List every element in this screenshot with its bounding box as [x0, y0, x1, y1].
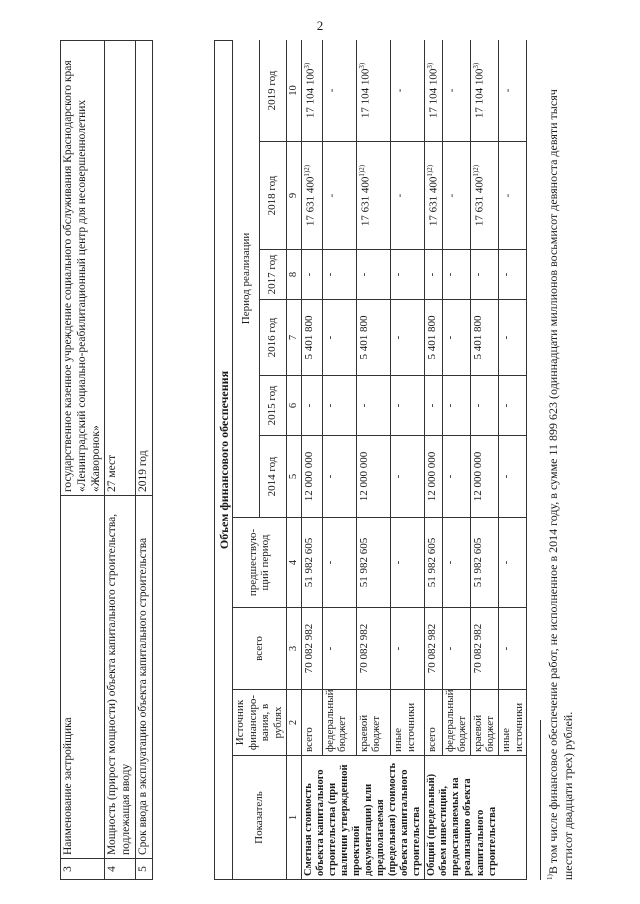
value-text: -	[393, 193, 406, 198]
header-indicator: Показатель	[233, 756, 287, 880]
column-index: 1	[286, 756, 301, 880]
value-text: 51 982 605	[471, 537, 484, 588]
value-text: -	[500, 474, 513, 479]
value-text: -	[391, 335, 404, 340]
value-text: -	[325, 193, 338, 198]
column-index: 2	[286, 690, 301, 756]
value-cell-total	[390, 608, 424, 690]
column-index: 6	[286, 376, 301, 436]
landscape-content	[60, 40, 620, 880]
value-footnote-ref: 3)	[302, 62, 311, 69]
value-text: -	[393, 88, 406, 93]
value-text: 51 982 605	[302, 537, 315, 588]
value-cell-total	[499, 608, 527, 690]
source-cell: федеральный бюджет	[322, 690, 356, 756]
value-text: 5 401 800	[357, 315, 370, 360]
source-cell: иные источники	[499, 690, 527, 756]
column-index: 3	[286, 608, 301, 690]
financing-title: Объем финансового обеспечения	[214, 40, 232, 880]
value-cell-y2016	[499, 300, 527, 376]
value-cell-y2015	[442, 376, 470, 436]
value-text: -	[325, 88, 338, 93]
financing-row	[425, 40, 442, 880]
value-cell-y2016	[301, 300, 322, 376]
value-cell-y2014	[322, 436, 356, 518]
value-footnote-ref: 3)	[357, 62, 366, 69]
header-2018: 2018 год	[259, 142, 286, 250]
value-text: 5 401 800	[302, 315, 315, 360]
info-row-number: 5	[135, 859, 152, 880]
value-cell-y2019	[442, 40, 470, 142]
value-cell-y2018	[390, 142, 424, 250]
value-cell-previous	[425, 518, 442, 608]
value-text: -	[357, 403, 370, 408]
source-cell: иные источники	[390, 690, 424, 756]
value-cell-y2017	[425, 250, 442, 300]
info-row-label: Срок ввода в эксплуатацию объекта капитального строительства	[135, 496, 152, 859]
column-index: 7	[286, 300, 301, 376]
header-total: всего	[233, 608, 287, 690]
financing-row	[499, 40, 527, 880]
value-cell-y2019	[322, 40, 356, 142]
value-text: -	[391, 474, 404, 479]
value-text: 12 000 000	[471, 451, 484, 502]
footnote-text: В том числе финансовое обеспечение работ, не исполненное в 2014 году, в сумме 11 899 623 (одиннадцати миллионов восьмисот девяноста девяти тысяч шестисот двадцати трех) рублей.	[546, 89, 575, 880]
value-text: 17 104 100	[427, 68, 440, 119]
value-cell-y2017	[390, 250, 424, 300]
value-text: 5 401 800	[426, 315, 439, 360]
value-text: -	[357, 272, 370, 277]
value-footnote-ref: 1)2)	[426, 164, 435, 177]
value-cell-y2018	[425, 142, 442, 250]
value-text: 17 631 400	[359, 176, 372, 227]
value-cell-total	[470, 608, 498, 690]
header-previous: предшествую-щий период	[233, 518, 287, 608]
value-text: -	[445, 88, 458, 93]
value-text: 12 000 000	[426, 451, 439, 502]
info-row	[61, 41, 105, 880]
value-cell-y2019	[301, 40, 322, 142]
financing-table	[232, 40, 527, 880]
value-text: -	[323, 646, 336, 651]
column-index-row	[286, 40, 301, 880]
value-text: -	[323, 335, 336, 340]
header-source: Источник финансиро-вания, в рублях	[233, 690, 287, 756]
value-cell-y2019	[356, 40, 390, 142]
value-text: 17 631 400	[304, 176, 317, 227]
value-text: 17 631 400	[473, 176, 486, 227]
value-text: -	[391, 646, 404, 651]
financing-row	[442, 40, 470, 880]
value-cell-y2017	[470, 250, 498, 300]
value-text: 51 982 605	[357, 537, 370, 588]
value-text: -	[500, 403, 513, 408]
info-row	[105, 41, 136, 880]
page-number: 2	[316, 18, 324, 33]
value-text: -	[443, 646, 456, 651]
value-text: 17 104 100	[359, 68, 372, 119]
value-cell-y2016	[442, 300, 470, 376]
info-row-value: государственное казенное учреждение социального обслуживания Краснодарского края «Ленинградский социально-реабилитационный центр для несовершеннолетних «Жаворонок»	[61, 41, 105, 496]
value-cell-y2016	[470, 300, 498, 376]
source-cell: всего	[301, 690, 322, 756]
info-row-label: Мощность (прирост мощности) объекта капитального строительства, подлежащая вводу	[105, 496, 136, 859]
value-cell-y2014	[390, 436, 424, 518]
info-row-value: 27 мест	[105, 41, 136, 496]
value-cell-previous	[390, 518, 424, 608]
financing-row	[356, 40, 390, 880]
value-text: -	[426, 403, 439, 408]
value-cell-previous	[470, 518, 498, 608]
value-footnote-ref: 1)2)	[302, 164, 311, 177]
value-cell-y2014	[442, 436, 470, 518]
value-cell-y2017	[499, 250, 527, 300]
value-cell-y2018	[356, 142, 390, 250]
value-cell-total	[425, 608, 442, 690]
column-index: 9	[286, 142, 301, 250]
financing-row	[322, 40, 356, 880]
value-text: -	[426, 272, 439, 277]
column-index: 4	[286, 518, 301, 608]
value-cell-y2019	[470, 40, 498, 142]
header-period: Период реализации	[233, 40, 260, 518]
value-text: 70 082 982	[471, 623, 484, 674]
info-row	[135, 41, 152, 880]
source-cell: федеральный бюджет	[442, 690, 470, 756]
indicator-cell: Сметная стоимость объекта капитального строительства (при наличии утвержденной проектной документации) или предполагаемая (предельная) стоимость объекта капитального строительства	[301, 756, 425, 880]
column-index: 5	[286, 436, 301, 518]
value-cell-y2018	[470, 142, 498, 250]
value-cell-y2015	[356, 376, 390, 436]
value-text: 70 082 982	[426, 623, 439, 674]
value-cell-y2016	[390, 300, 424, 376]
value-text: -	[501, 193, 514, 198]
value-text: -	[323, 272, 336, 277]
value-text: 17 104 100	[473, 68, 486, 119]
value-text: -	[391, 272, 404, 277]
value-cell-previous	[322, 518, 356, 608]
value-text: -	[471, 272, 484, 277]
value-text: -	[443, 403, 456, 408]
value-text: 12 000 000	[302, 451, 315, 502]
value-text: 17 631 400	[427, 176, 440, 227]
value-cell-y2017	[322, 250, 356, 300]
value-cell-y2017	[301, 250, 322, 300]
value-cell-total	[322, 608, 356, 690]
financing-row	[301, 40, 322, 880]
value-text: 70 082 982	[302, 623, 315, 674]
value-text: -	[471, 403, 484, 408]
value-cell-y2014	[301, 436, 322, 518]
source-cell: всего	[425, 690, 442, 756]
object-info-table	[60, 40, 153, 880]
value-text: -	[443, 335, 456, 340]
value-cell-y2016	[322, 300, 356, 376]
header-2015: 2015 год	[259, 376, 286, 436]
value-cell-y2019	[499, 40, 527, 142]
value-text: 17 104 100	[304, 68, 317, 119]
value-cell-previous	[356, 518, 390, 608]
column-index: 10	[286, 40, 301, 142]
source-cell: краевой бюджет	[470, 690, 498, 756]
value-text: -	[443, 474, 456, 479]
value-cell-y2014	[356, 436, 390, 518]
value-cell-total	[356, 608, 390, 690]
value-cell-y2015	[301, 376, 322, 436]
value-text: 5 401 800	[471, 315, 484, 360]
value-cell-total	[301, 608, 322, 690]
value-cell-y2018	[301, 142, 322, 250]
value-text: -	[391, 403, 404, 408]
value-cell-y2018	[499, 142, 527, 250]
value-cell-y2014	[470, 436, 498, 518]
value-text: -	[443, 272, 456, 277]
source-cell: краевой бюджет	[356, 690, 390, 756]
info-row-value: 2019 год	[135, 41, 152, 496]
value-text: -	[323, 403, 336, 408]
value-cell-y2015	[390, 376, 424, 436]
value-cell-y2015	[425, 376, 442, 436]
value-footnote-ref: 3)	[426, 62, 435, 69]
value-text: 51 982 605	[426, 537, 439, 588]
value-cell-y2017	[356, 250, 390, 300]
header-2016: 2016 год	[259, 300, 286, 376]
value-cell-y2016	[356, 300, 390, 376]
value-cell-y2019	[390, 40, 424, 142]
footnote-rule	[540, 720, 541, 880]
value-footnote-ref: 3)	[471, 62, 480, 69]
value-text: -	[391, 560, 404, 565]
value-text: 70 082 982	[357, 623, 370, 674]
value-footnote-ref: 1)2)	[357, 164, 366, 177]
value-text: -	[501, 88, 514, 93]
value-cell-y2015	[499, 376, 527, 436]
info-row-number: 4	[105, 859, 136, 880]
value-cell-y2019	[425, 40, 442, 142]
value-cell-y2015	[470, 376, 498, 436]
header-2014: 2014 год	[259, 436, 286, 518]
value-cell-previous	[442, 518, 470, 608]
value-cell-y2017	[442, 250, 470, 300]
value-cell-y2016	[425, 300, 442, 376]
value-text: -	[302, 403, 315, 408]
value-cell-y2018	[442, 142, 470, 250]
header-2019: 2019 год	[259, 40, 286, 142]
financing-row	[470, 40, 498, 880]
value-cell-y2014	[425, 436, 442, 518]
value-text: -	[302, 272, 315, 277]
header-2017: 2017 год	[259, 250, 286, 300]
value-text: -	[443, 560, 456, 565]
value-cell-y2014	[499, 436, 527, 518]
value-cell-total	[442, 608, 470, 690]
value-text: -	[500, 272, 513, 277]
value-cell-previous	[301, 518, 322, 608]
footnote-marker: 1)	[546, 874, 554, 880]
column-index: 8	[286, 250, 301, 300]
value-text: -	[445, 193, 458, 198]
footnote	[546, 40, 576, 880]
value-text: 12 000 000	[357, 451, 370, 502]
value-text: -	[500, 335, 513, 340]
value-text: -	[500, 646, 513, 651]
value-cell-y2015	[322, 376, 356, 436]
value-text: -	[323, 560, 336, 565]
financing-row	[390, 40, 424, 880]
info-row-label: Наименование застройщика	[61, 496, 105, 859]
indicator-cell: Общий (предельный) объем инвестиций, предоставляемых на реализацию объекта капитального строительства	[425, 756, 527, 880]
value-cell-previous	[499, 518, 527, 608]
value-text: -	[500, 560, 513, 565]
value-text: -	[323, 474, 336, 479]
info-row-number: 3	[61, 859, 105, 880]
value-cell-y2018	[322, 142, 356, 250]
rotated-sheet	[60, 40, 620, 880]
value-footnote-ref: 1)2)	[471, 164, 480, 177]
